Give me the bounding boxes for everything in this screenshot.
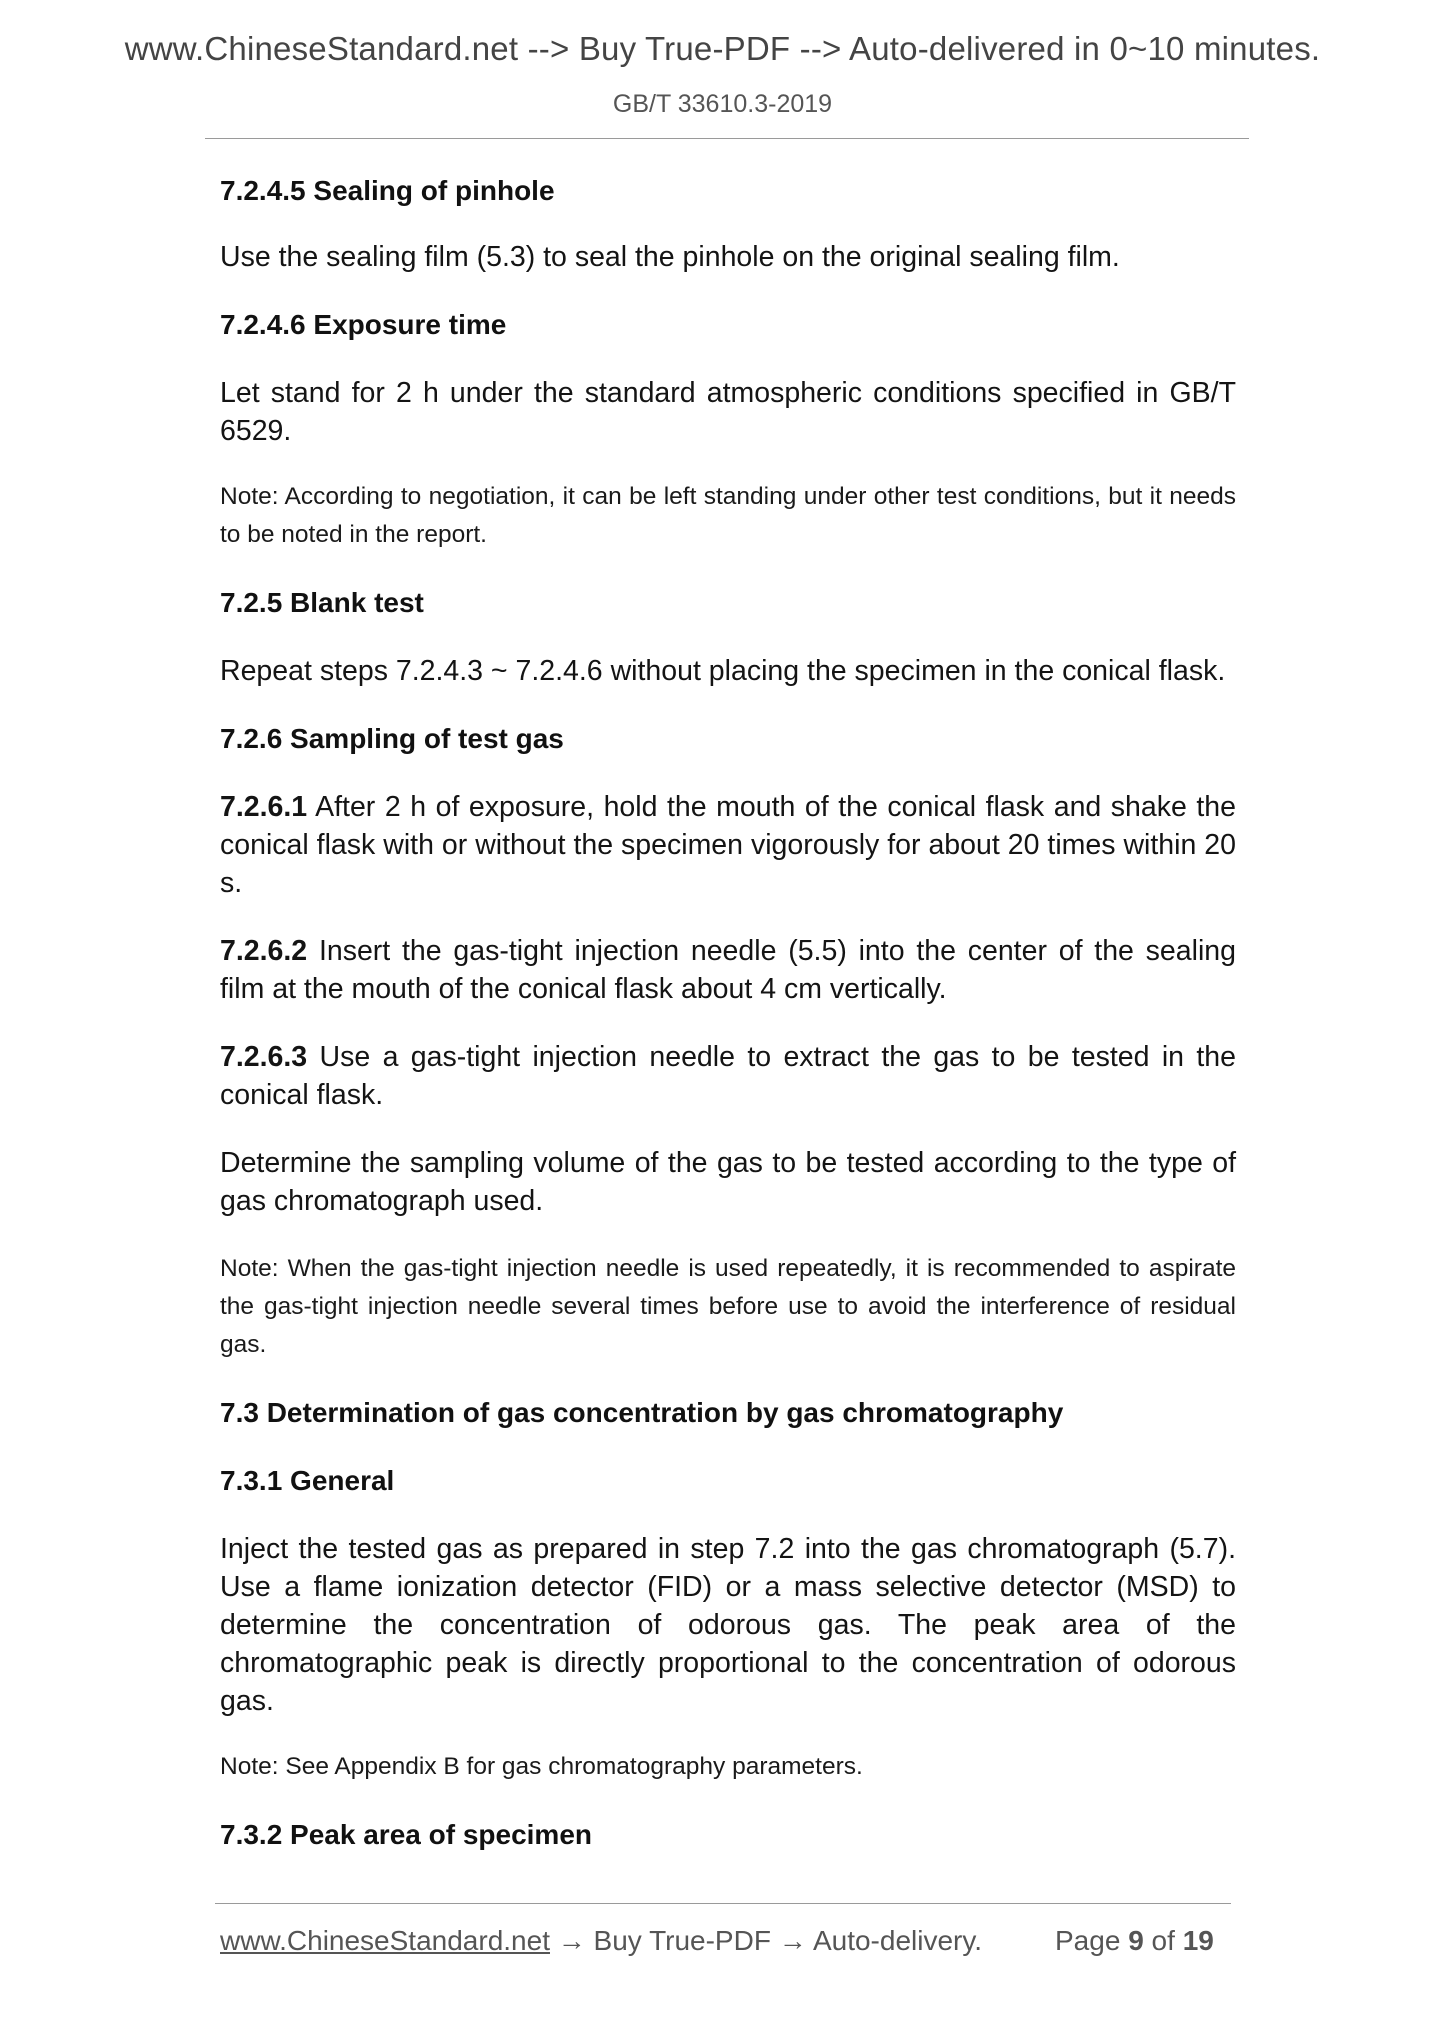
clause-text: Use a gas-tight injection needle to extract the gas to be tested in the conical flask. (220, 1041, 1236, 1111)
paragraph-7-3-1: Inject the tested gas as prepared in step 7.2 into the gas chromatograph (5.7). Use a flame ionization detector (FID) or a mass selective detector (MSD) to determine the concentration of odorous gas. The peak area of the chromatographic peak is directly proportional to the concentration of odorous gas. (220, 1533, 1236, 1717)
page-indicator (1055, 1925, 1214, 1957)
note-7-2-6-3: Note: When the gas-tight injection needle is used repeatedly, it is recommended to aspirate the gas-tight injection needle several times before use to avoid the interference of residual gas. (220, 1255, 1236, 1358)
heading-7-2-4-6: 7.2.4.6 Exposure time (220, 309, 507, 340)
footer-auto-text: Auto-delivery. (812, 1925, 983, 1956)
heading-7-2-4-5: 7.2.4.5 Sealing of pinhole (220, 175, 555, 206)
of-label: of (1151, 1925, 1175, 1956)
clause-number: 7.2.6.1 (220, 791, 308, 823)
paragraph-sampling-volume: Determine the sampling volume of the gas to be tested according to the type of gas chromatograph used. (220, 1147, 1236, 1217)
footer-buy-text: Buy True-PDF (593, 1925, 771, 1956)
arrow-icon: → (549, 1925, 594, 1956)
page-label: Page (1055, 1925, 1121, 1956)
paragraph-7-2-6-3 (220, 1038, 1236, 1114)
heading-7-3: 7.3 Determination of gas concentration by gas chromatography (220, 1397, 1064, 1428)
heading-7-3-1: 7.3.1 General (220, 1465, 395, 1496)
top-banner: www.ChineseStandard.net --> Buy True-PDF --> Auto-delivered in 0~10 minutes. (124, 30, 1321, 67)
clause-number: 7.2.6.3 (220, 1041, 308, 1073)
page-number: 9 (1128, 1925, 1144, 1956)
heading-7-2-5: 7.2.5 Blank test (220, 587, 424, 618)
paragraph-7-2-4-6: Let stand for 2 h under the standard atmospheric conditions specified in GB/T 6529. (220, 377, 1236, 447)
clause-text: After 2 h of exposure, hold the mouth of the conical flask and shake the conical flask with or without the specimen vigorously for about 20 times within 20 s. (220, 791, 1236, 899)
clause-text: Insert the gas-tight injection needle (5.5) into the center of the sealing film at the mouth of the conical flask about 4 cm vertically. (220, 935, 1236, 1005)
paragraph-7-2-5: Repeat steps 7.2.4.3 ~ 7.2.4.6 without placing the specimen in the conical flask. (220, 655, 1226, 687)
paragraph-7-2-6-2 (220, 932, 1236, 1008)
footer-links (220, 1925, 982, 1957)
note-7-2-4-6: Note: According to negotiation, it can be left standing under other test conditions, but it needs to be noted in the report. (220, 483, 1236, 548)
arrow-icon: → (770, 1925, 813, 1956)
heading-7-2-6: 7.2.6 Sampling of test gas (220, 723, 564, 754)
footer-site-link[interactable]: www.ChineseStandard.net (220, 1925, 550, 1956)
note-7-3-1: Note: See Appendix B for gas chromatography parameters. (220, 1753, 863, 1780)
paragraph-7-2-4-5: Use the sealing film (5.3) to seal the pinhole on the original sealing film. (220, 241, 1120, 273)
standard-code: GB/T 33610.3-2019 (612, 90, 833, 118)
page-total: 19 (1182, 1925, 1214, 1956)
clause-number: 7.2.6.2 (220, 935, 308, 967)
heading-7-3-2: 7.3.2 Peak area of specimen (220, 1819, 592, 1850)
paragraph-7-2-6-1 (220, 788, 1236, 902)
footer-divider (215, 1903, 1231, 1904)
header-divider (205, 138, 1249, 139)
